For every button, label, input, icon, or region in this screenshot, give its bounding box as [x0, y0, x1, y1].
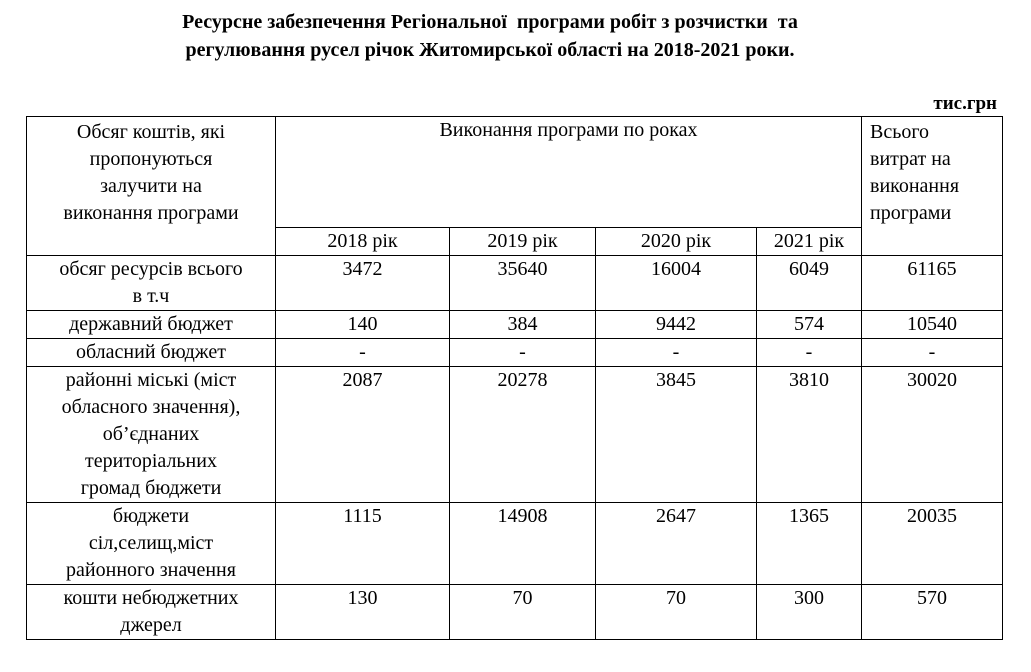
table-row	[27, 503, 1003, 585]
unit-label: тис.грн	[933, 93, 997, 114]
cell-total: 10540	[862, 311, 1003, 339]
table-row	[27, 585, 1003, 640]
header-volume-line: Обсяг коштів, які	[76, 121, 226, 143]
header-volume-line: залучити на	[100, 175, 202, 197]
cell-2019: 20278	[450, 367, 596, 503]
table-row	[27, 256, 1003, 311]
cell-2021: 3810	[757, 367, 862, 503]
cell-total: -	[862, 339, 1003, 367]
title-line-2: регулювання русел річок Житомирської області на 2018-2021 роки.	[185, 39, 795, 61]
cell-2018: 1115	[276, 503, 450, 585]
cell-2020: 3845	[596, 367, 757, 503]
cell-2020: 70	[596, 585, 757, 640]
row-label-line: районні міські (міст	[65, 369, 237, 391]
cell-total: 570	[862, 585, 1003, 640]
row-label-line: державний бюджет	[69, 313, 233, 335]
table-row	[27, 311, 1003, 339]
row-label	[27, 585, 276, 640]
cell-2020: -	[596, 339, 757, 367]
cell-2018: -	[276, 339, 450, 367]
header-volume-cell	[27, 117, 276, 256]
cell-total: 61165	[862, 256, 1003, 311]
cell-2021: 574	[757, 311, 862, 339]
row-label-line: районного значення	[66, 559, 236, 581]
header-year-2018: 2018 рік	[276, 228, 450, 256]
row-label-line: обласного значення),	[61, 396, 241, 418]
row-label-line: сіл,селищ,міст	[88, 532, 214, 554]
row-label-line: в т.ч	[132, 285, 170, 307]
row-label	[27, 339, 276, 367]
cell-2019: 384	[450, 311, 596, 339]
header-total-line: програми	[870, 202, 952, 224]
header-volume-line: пропонуються	[89, 148, 213, 170]
header-years-group: Виконання програми по роках	[276, 117, 862, 228]
header-total-cell	[862, 117, 1003, 256]
cell-2018: 2087	[276, 367, 450, 503]
cell-2018: 140	[276, 311, 450, 339]
header-total-line: виконання	[870, 175, 960, 197]
row-label-line: бюджети	[112, 505, 190, 527]
row-label-line: територіальних	[85, 450, 217, 472]
row-label-line: обласний бюджет	[76, 341, 226, 363]
cell-2021: -	[757, 339, 862, 367]
table-row	[27, 339, 1003, 367]
row-label-line: джерел	[120, 614, 182, 636]
header-year-2021: 2021 рік	[757, 228, 862, 256]
row-label	[27, 256, 276, 311]
cell-2019: 70	[450, 585, 596, 640]
row-label	[27, 503, 276, 585]
header-total-line: витрат на	[870, 148, 951, 170]
cell-2020: 9442	[596, 311, 757, 339]
cell-2020: 16004	[596, 256, 757, 311]
row-label-line: громад бюджети	[80, 477, 222, 499]
cell-2018: 130	[276, 585, 450, 640]
cell-2020: 2647	[596, 503, 757, 585]
title-line-1: Ресурсне забезпечення Регіональної програми робіт з розчистки та	[182, 11, 798, 33]
row-label	[27, 311, 276, 339]
row-label-line: кошти небюджетних	[63, 587, 239, 609]
cell-total: 30020	[862, 367, 1003, 503]
cell-2021: 6049	[757, 256, 862, 311]
header-year-2020: 2020 рік	[596, 228, 757, 256]
cell-2018: 3472	[276, 256, 450, 311]
row-label-line: обсяг ресурсів всього	[59, 258, 243, 280]
cell-total: 20035	[862, 503, 1003, 585]
cell-2019: -	[450, 339, 596, 367]
document-title	[0, 8, 980, 64]
cell-2019: 35640	[450, 256, 596, 311]
row-label	[27, 367, 276, 503]
cell-2019: 14908	[450, 503, 596, 585]
header-year-2019: 2019 рік	[450, 228, 596, 256]
cell-2021: 300	[757, 585, 862, 640]
cell-2021: 1365	[757, 503, 862, 585]
header-row-1	[27, 117, 1003, 228]
header-volume-line: виконання програми	[63, 202, 239, 224]
resource-table	[26, 116, 1003, 640]
row-label-line: об’єднаних	[102, 423, 200, 445]
header-total-line: Всього	[870, 121, 930, 143]
table-row	[27, 367, 1003, 503]
